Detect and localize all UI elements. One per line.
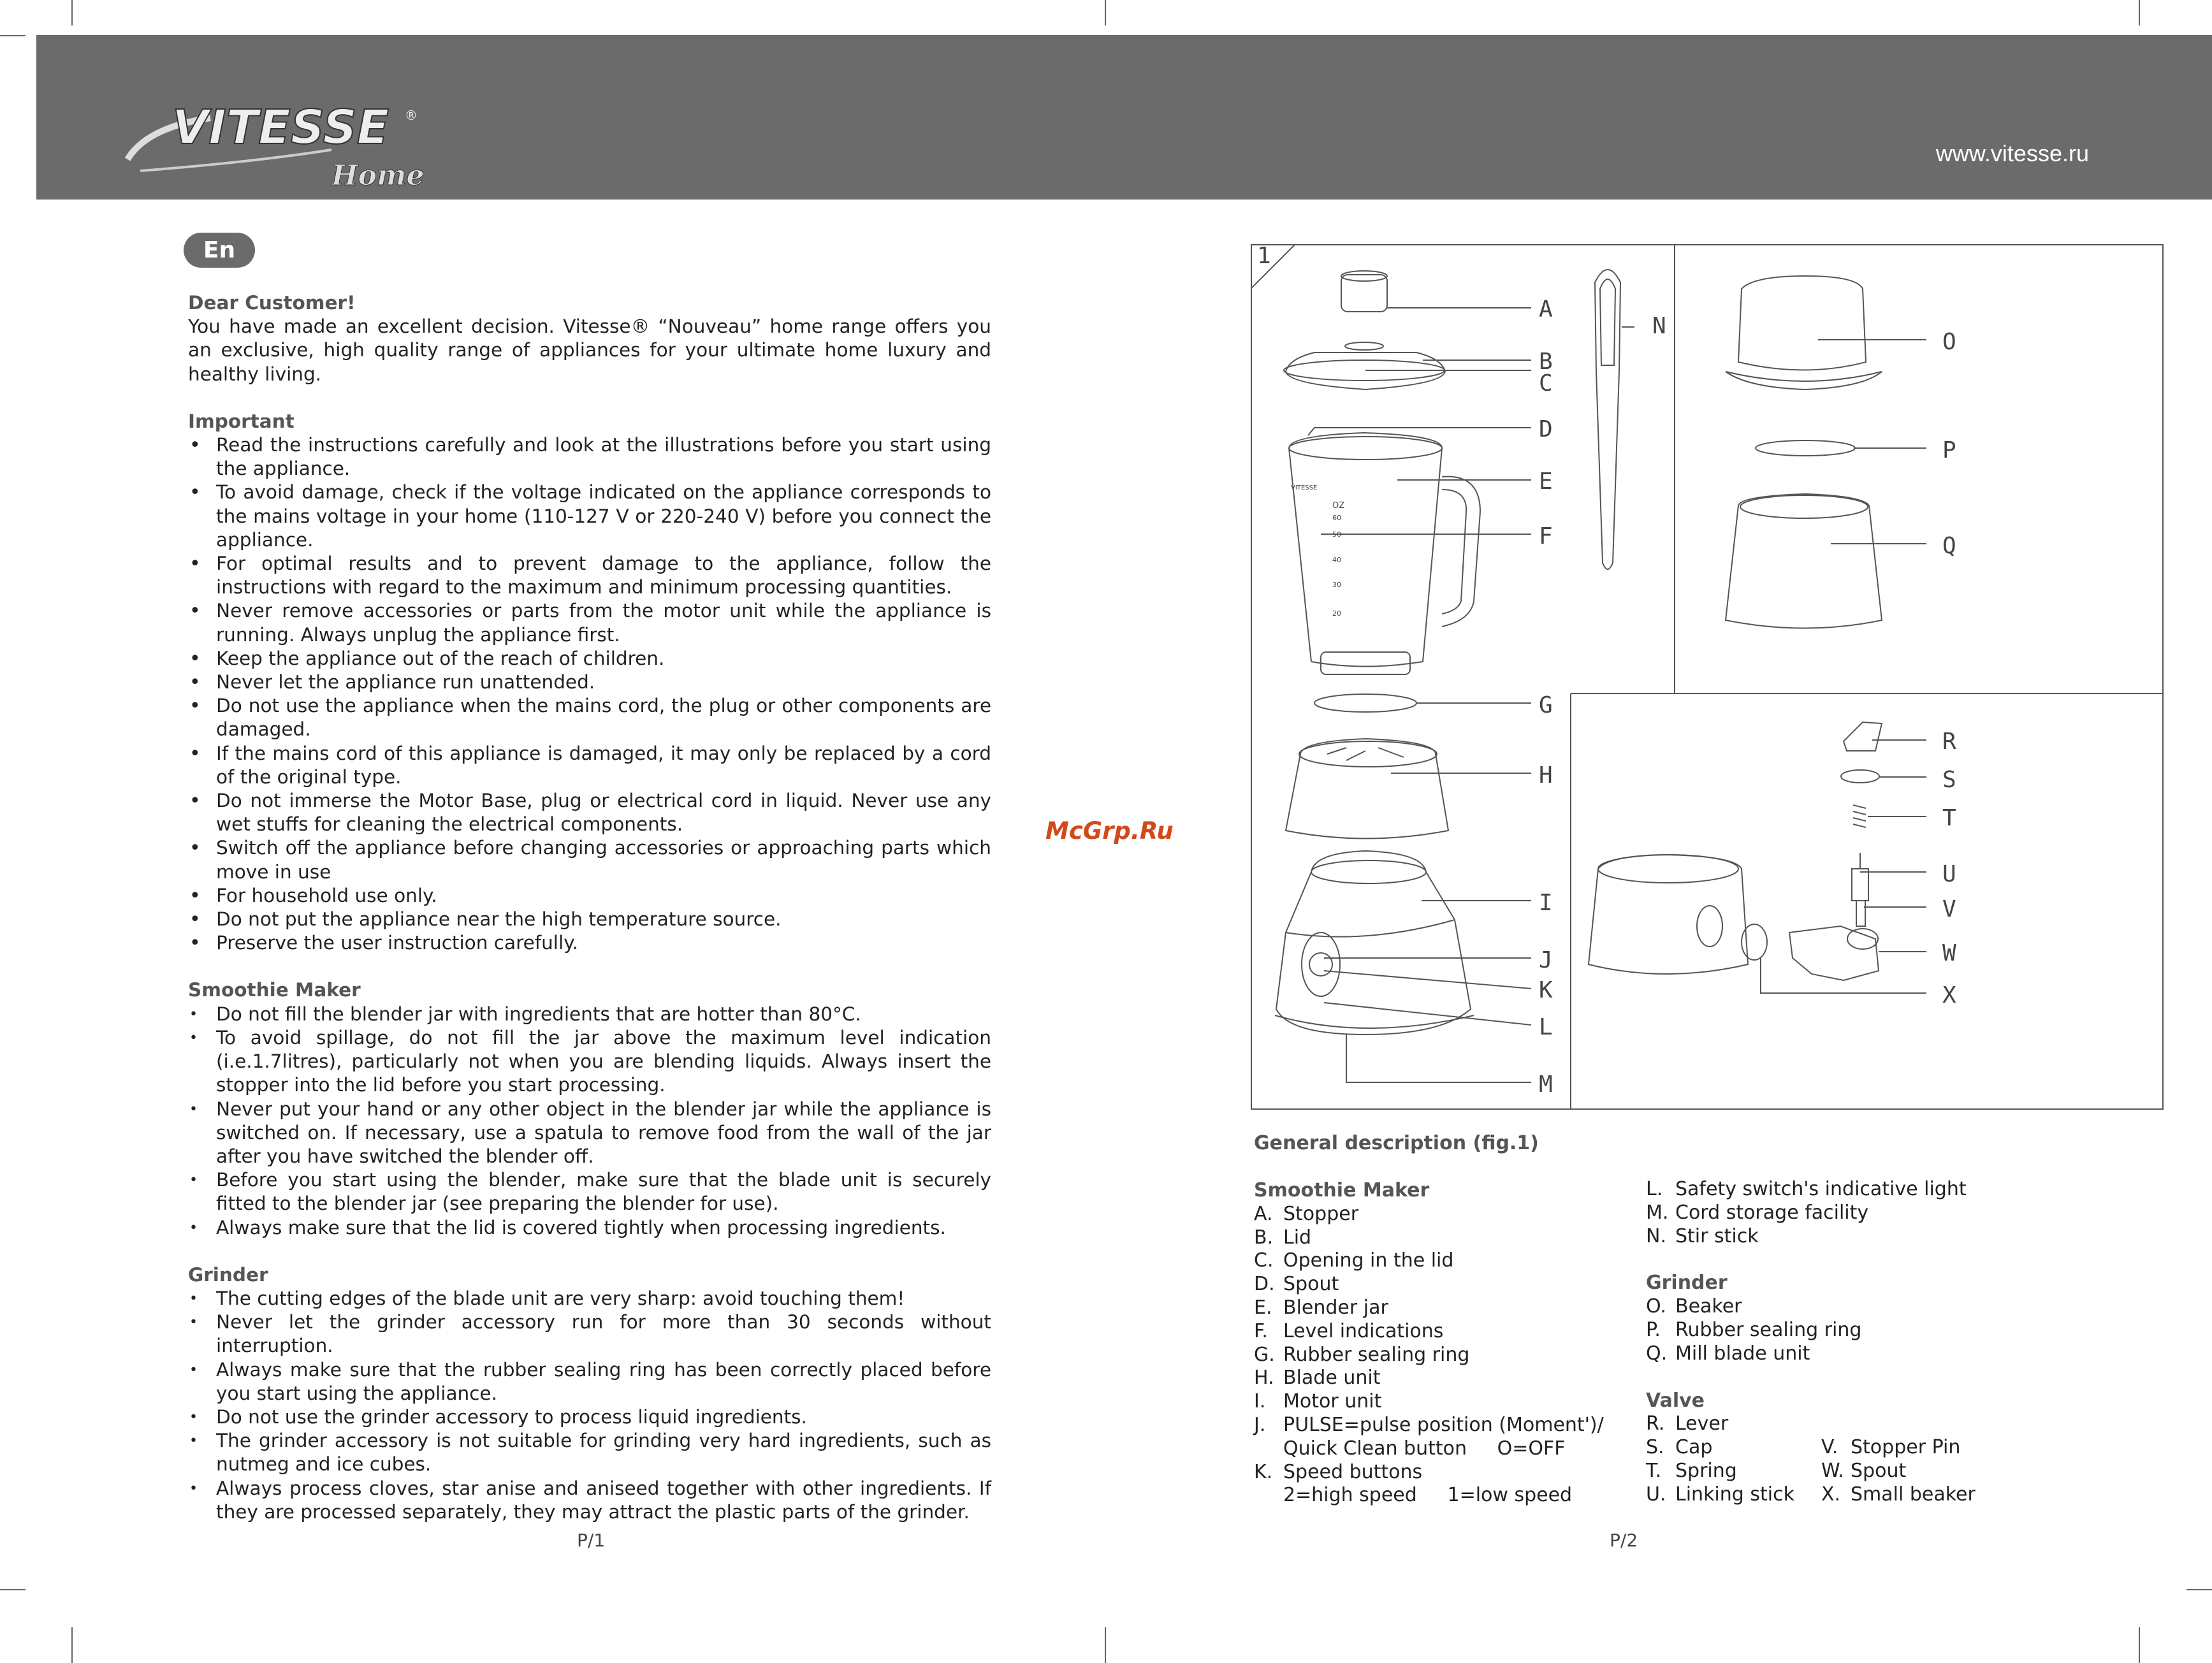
part-name: Spring: [1675, 1459, 1737, 1482]
part-name: Spout: [1851, 1459, 1907, 1482]
part-name: Safety switch's indicative light: [1675, 1178, 1967, 1200]
figure-label-g: G: [1539, 692, 1553, 718]
jar-unit-mark: OZ: [1332, 501, 1345, 511]
website-url: www.vitesse.ru: [1935, 140, 2089, 166]
jar-mark-60: 60: [1332, 514, 1341, 522]
part-key: [1254, 1437, 1283, 1461]
jar-mark-20: 20: [1332, 609, 1341, 618]
part-name: Small beaker: [1851, 1483, 1976, 1506]
part-row: [1646, 1319, 2041, 1342]
language-badge: En: [184, 233, 255, 268]
bullet-item: • Do not use the appliance when the mains cord, the plug or other components are damaged.: [188, 694, 991, 741]
part-row: [1254, 1203, 1624, 1226]
part-row: [1254, 1367, 1624, 1390]
intro-title: Dear Customer!: [188, 292, 356, 314]
figure-label-q: Q: [1942, 533, 1956, 559]
figure-label-v: V: [1942, 896, 1956, 922]
part-key: W.: [1821, 1459, 1844, 1482]
part-key: R.: [1646, 1412, 1665, 1435]
bullet-item: • Never let the grinder accessory run for more than 30 seconds without interruption.: [188, 1311, 991, 1358]
description-title: General description (fig.1): [1254, 1132, 1539, 1154]
logo-brand-text: VITESSE: [172, 100, 389, 155]
part-row: [1646, 1436, 2041, 1460]
bullet-item: • Always process cloves, star anise and aniseed together with other ingredients. If they are processed separately, they may attract the plastic parts of the grinder.: [188, 1477, 991, 1524]
part-name: Mill blade unit: [1675, 1342, 1810, 1365]
figure-label-i: I: [1539, 890, 1553, 916]
figure-label-e: E: [1539, 468, 1553, 495]
part-row: [1254, 1296, 1624, 1320]
part-key: [1254, 1484, 1283, 1507]
part-key: C.: [1254, 1249, 1274, 1272]
figure-label-d: D: [1539, 416, 1553, 442]
part-name: Beaker: [1675, 1295, 1742, 1318]
figure-label-p: P: [1942, 437, 1956, 463]
bullet-item: • Never remove accessories or parts from the motor unit while the appliance is running. Always unplug the appliance first.: [188, 599, 991, 646]
part-name: Quick Clean button O=OFF: [1283, 1437, 1566, 1460]
part-row: [1646, 1412, 2041, 1436]
page-number-left: P/1: [577, 1530, 606, 1551]
figure-label-k: K: [1539, 977, 1553, 1003]
part-row: [1254, 1249, 1624, 1273]
bullet-item: • Do not put the appliance near the high temperature source.: [188, 908, 991, 931]
part-key: N.: [1646, 1224, 1666, 1247]
part-name: Cord storage facility: [1675, 1201, 1869, 1224]
part-key: V.: [1821, 1436, 1838, 1459]
desc-valve-title: Valve: [1646, 1389, 1705, 1412]
part-name: Lever: [1675, 1412, 1729, 1435]
part-key: U.: [1646, 1483, 1666, 1506]
bullet-item: • Never put your hand or any other object in the blender jar while the appliance is switched on. If necessary, use a spatula to remove food from the wall of the jar after you have switched the blender off.: [188, 1098, 991, 1169]
part-name: Spout: [1283, 1273, 1339, 1296]
bullet-item: • Do not immerse the Motor Base, plug or electrical cord in liquid. Never use any wet stuffs for cleaning the electrical components.: [188, 789, 991, 836]
vitesse-logo: [121, 96, 427, 191]
bullet-item: • For household use only.: [188, 884, 991, 908]
smoothie-parts-list: [1254, 1203, 1624, 1507]
figure-label-f: F: [1539, 523, 1553, 549]
page-number-right: P/2: [1610, 1530, 1638, 1551]
part-name: 2=high speed 1=low speed: [1283, 1484, 1573, 1507]
bullet-item: • Do not use the grinder accessory to process liquid ingredients.: [188, 1405, 991, 1429]
part-key: M.: [1646, 1201, 1669, 1224]
logo-home-text: Home: [331, 159, 425, 191]
bullet-item: • If the mains cord of this appliance is damaged, it may only be replaced by a cord of the original type.: [188, 742, 991, 789]
bullet-item: • Before you start using the blender, make sure that the blade unit is securely fitted to the blender jar (see preparing the blender for use).: [188, 1168, 991, 1216]
bullet-item: • Always make sure that the lid is covered tightly when processing ingredients.: [188, 1216, 991, 1240]
svg-text:®: ®: [405, 108, 418, 123]
description-col-2: [1646, 1178, 2041, 1507]
grinder-list: [188, 1287, 991, 1524]
part-key: O.: [1646, 1295, 1666, 1318]
part-key: A.: [1254, 1202, 1273, 1225]
part-name: Blade unit: [1283, 1367, 1381, 1390]
part-name: PULSE=pulse position (Moment')/: [1283, 1413, 1604, 1436]
part-key: D.: [1254, 1273, 1275, 1296]
important-title: Important: [188, 410, 295, 432]
part-row: [1254, 1437, 1624, 1461]
part-name: Motor unit: [1283, 1390, 1382, 1413]
figure-label-r: R: [1942, 729, 1956, 755]
bullet-item: • Do not fill the blender jar with ingredients that are hotter than 80°C.: [188, 1003, 991, 1026]
part-name: Speed buttons: [1283, 1460, 1423, 1483]
part-key: B.: [1254, 1226, 1274, 1249]
grinder-parts-list: [1646, 1295, 2041, 1365]
part-name: Stir stick: [1675, 1224, 1759, 1247]
figure-label-b: B: [1539, 349, 1553, 375]
important-list: [188, 433, 991, 955]
part-row: [1646, 1225, 2041, 1249]
part-row: [1254, 1414, 1624, 1437]
part-key: E.: [1254, 1296, 1272, 1319]
part-row: [1254, 1226, 1624, 1250]
figure-label-t: T: [1942, 805, 1956, 831]
part-name: Level indications: [1283, 1319, 1444, 1342]
part-name: Opening in the lid: [1283, 1249, 1454, 1272]
jar-mark-30: 30: [1332, 581, 1341, 589]
figure-number: 1: [1257, 244, 1271, 269]
watermark: McGrp.Ru: [1045, 817, 1174, 845]
figure-1-drawing: [1251, 244, 2164, 1110]
figure-label-j: J: [1539, 947, 1553, 973]
part-name: Cap: [1675, 1436, 1713, 1459]
part-name: Blender jar: [1283, 1296, 1388, 1319]
part-row: [1646, 1178, 2041, 1202]
part-key: Q.: [1646, 1342, 1668, 1365]
bullet-item: • Always make sure that the rubber sealing ring has been correctly placed before you start using the appliance.: [188, 1358, 991, 1405]
figure-label-a: A: [1539, 296, 1553, 323]
desc-grinder-title: Grinder: [1646, 1272, 1728, 1295]
bullet-item: • For optimal results and to prevent damage to the appliance, follow the instructions with regard to the maximum and minimum processing quantities.: [188, 552, 991, 599]
figure-label-n: N: [1652, 313, 1666, 339]
valve-parts-list: [1646, 1412, 2041, 1506]
description-col-1: [1254, 1179, 1624, 1507]
smoothie-list: [188, 1003, 991, 1240]
bullet-item: • To avoid damage, check if the voltage indicated on the appliance corresponds to the mains voltage in your home (110-127 V or 220-240 V) before you connect the appliance.: [188, 481, 991, 552]
part-key: G.: [1254, 1343, 1275, 1366]
part-row: [1646, 1342, 2041, 1366]
part-row: [1646, 1295, 2041, 1319]
bullet-item: • The grinder accessory is not suitable for grinding very hard ingredients, such as nutmeg and ice cubes.: [188, 1429, 991, 1476]
figure-label-u: U: [1942, 861, 1956, 887]
figure-label-o: O: [1942, 329, 1956, 355]
figure-label-x: X: [1942, 982, 1956, 1008]
smoothie-title: Smoothie Maker: [188, 979, 361, 1001]
part-row: [1254, 1461, 1624, 1485]
part-key: S.: [1646, 1436, 1664, 1459]
bullet-item: • Switch off the appliance before changing accessories or approaching parts which move in use: [188, 836, 991, 883]
part-row: [1254, 1484, 1624, 1507]
part-row: [1254, 1390, 1624, 1414]
part-key: P.: [1646, 1318, 1661, 1341]
jar-mark-50: 50: [1332, 530, 1341, 539]
jar-brand-mark: VITESSE: [1291, 484, 1318, 491]
part-key: T.: [1646, 1459, 1662, 1482]
bullet-item: • To avoid spillage, do not fill the jar above the maximum level indication (i.e.1.7litres), particularly not when you are blending liquids. Always insert the stopper into the lid before you start processing.: [188, 1026, 991, 1098]
intro-text: You have made an excellent decision. Vitesse® “Nouveau” home range offers you an exclusive, high quality range of appliances for your ultimate home luxury and healthy living.: [188, 316, 991, 385]
figure-label-c: C: [1539, 370, 1553, 396]
left-column: [188, 291, 991, 1524]
part-name: Rubber sealing ring: [1283, 1343, 1470, 1366]
part-row: [1254, 1320, 1624, 1344]
figure-label-s: S: [1942, 767, 1956, 793]
part-key: K.: [1254, 1460, 1273, 1483]
part-name: Stopper Pin: [1851, 1436, 1961, 1459]
part-row: [1646, 1483, 2041, 1507]
figure-label-h: H: [1539, 762, 1553, 788]
figure-label-m: M: [1539, 1071, 1553, 1098]
bullet-item: • The cutting edges of the blade unit are very sharp: avoid touching them!: [188, 1287, 991, 1311]
grinder-title: Grinder: [188, 1263, 268, 1286]
part-name: Lid: [1283, 1226, 1312, 1249]
desc-smoothie-title: Smoothie Maker: [1254, 1179, 1430, 1202]
part-name: Rubber sealing ring: [1675, 1318, 1862, 1341]
part-name: Stopper: [1283, 1202, 1359, 1225]
figure-label-l: L: [1539, 1014, 1553, 1040]
part-key: H.: [1254, 1367, 1274, 1390]
smoothie-parts-list-cont: [1646, 1178, 2041, 1248]
part-key: L.: [1646, 1178, 1663, 1200]
part-row: [1646, 1460, 2041, 1483]
part-row: [1254, 1273, 1624, 1296]
bullet-item: • Keep the appliance out of the reach of children.: [188, 647, 991, 671]
jar-mark-40: 40: [1332, 556, 1341, 564]
part-name: Linking stick: [1675, 1483, 1794, 1506]
part-row: [1254, 1344, 1624, 1367]
figure-label-w: W: [1942, 940, 1956, 966]
bullet-item: • Never let the appliance run unattended.: [188, 671, 991, 694]
part-key: F.: [1254, 1319, 1268, 1342]
part-key: I.: [1254, 1390, 1266, 1413]
part-row: [1646, 1202, 2041, 1225]
bullet-item: • Read the instructions carefully and look at the illustrations before you start using the appliance.: [188, 433, 991, 481]
part-key: J.: [1254, 1413, 1266, 1436]
bullet-item: • Preserve the user instruction carefully.: [188, 931, 991, 955]
part-key: X.: [1821, 1483, 1841, 1506]
